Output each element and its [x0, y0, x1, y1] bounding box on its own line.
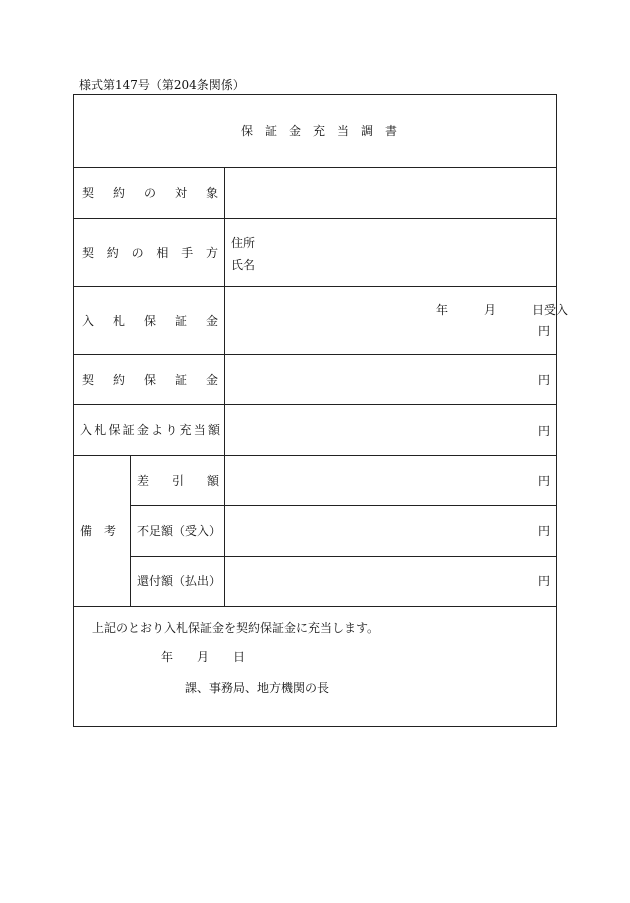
signatory: 課、事務局、地方機関の長 — [185, 681, 330, 695]
subject-label: 契 約 の 対 象 — [82, 186, 218, 200]
appropriation-statement: 上記のとおり入札保証金を契約保証金に充当します。 — [92, 621, 380, 635]
rule-party-bottom — [73, 286, 557, 287]
shortage-label: 不足額（受入） — [137, 524, 222, 538]
appropriation-label: 入 札 保 証 金 よ り 充 当 額 — [80, 423, 220, 437]
form-title: 保 証 金 充 当 調 書 — [241, 124, 398, 138]
rule-difference-bottom — [130, 505, 557, 506]
refund-label: 還付額（払出） — [137, 574, 222, 588]
contract-deposit-yen: 円 — [537, 373, 550, 387]
rule-label-column — [224, 167, 225, 606]
form-reference: 様式第147号（第204条関係） — [79, 78, 245, 92]
bid-deposit-date: 年 月 日受入 — [436, 303, 569, 317]
rule-remarks-column — [130, 455, 131, 606]
bid-deposit-yen: 円 — [537, 324, 550, 338]
party-label: 契 約 の 相 手 方 — [82, 246, 218, 260]
difference-yen: 円 — [537, 474, 550, 488]
rule-remarks-bottom — [73, 606, 557, 607]
rule-appropriation-bottom — [73, 455, 557, 456]
rule-subject-bottom — [73, 218, 557, 219]
name-label: 氏名 — [231, 258, 256, 272]
difference-label: 差 引 額 — [137, 474, 219, 488]
bid-deposit-label: 入 札 保 証 金 — [82, 314, 218, 328]
address-label: 住所 — [231, 236, 256, 250]
appropriation-yen: 円 — [537, 424, 550, 438]
contract-deposit-label: 契 約 保 証 金 — [82, 373, 218, 387]
shortage-yen: 円 — [537, 524, 550, 538]
refund-yen: 円 — [537, 574, 550, 588]
remarks-label: 備 考 — [80, 524, 117, 538]
rule-shortage-bottom — [130, 556, 557, 557]
statement-date: 年 月 日 — [161, 650, 246, 664]
rule-bid-bottom — [73, 354, 557, 355]
rule-contract-bottom — [73, 404, 557, 405]
rule-title-bottom — [73, 167, 557, 168]
